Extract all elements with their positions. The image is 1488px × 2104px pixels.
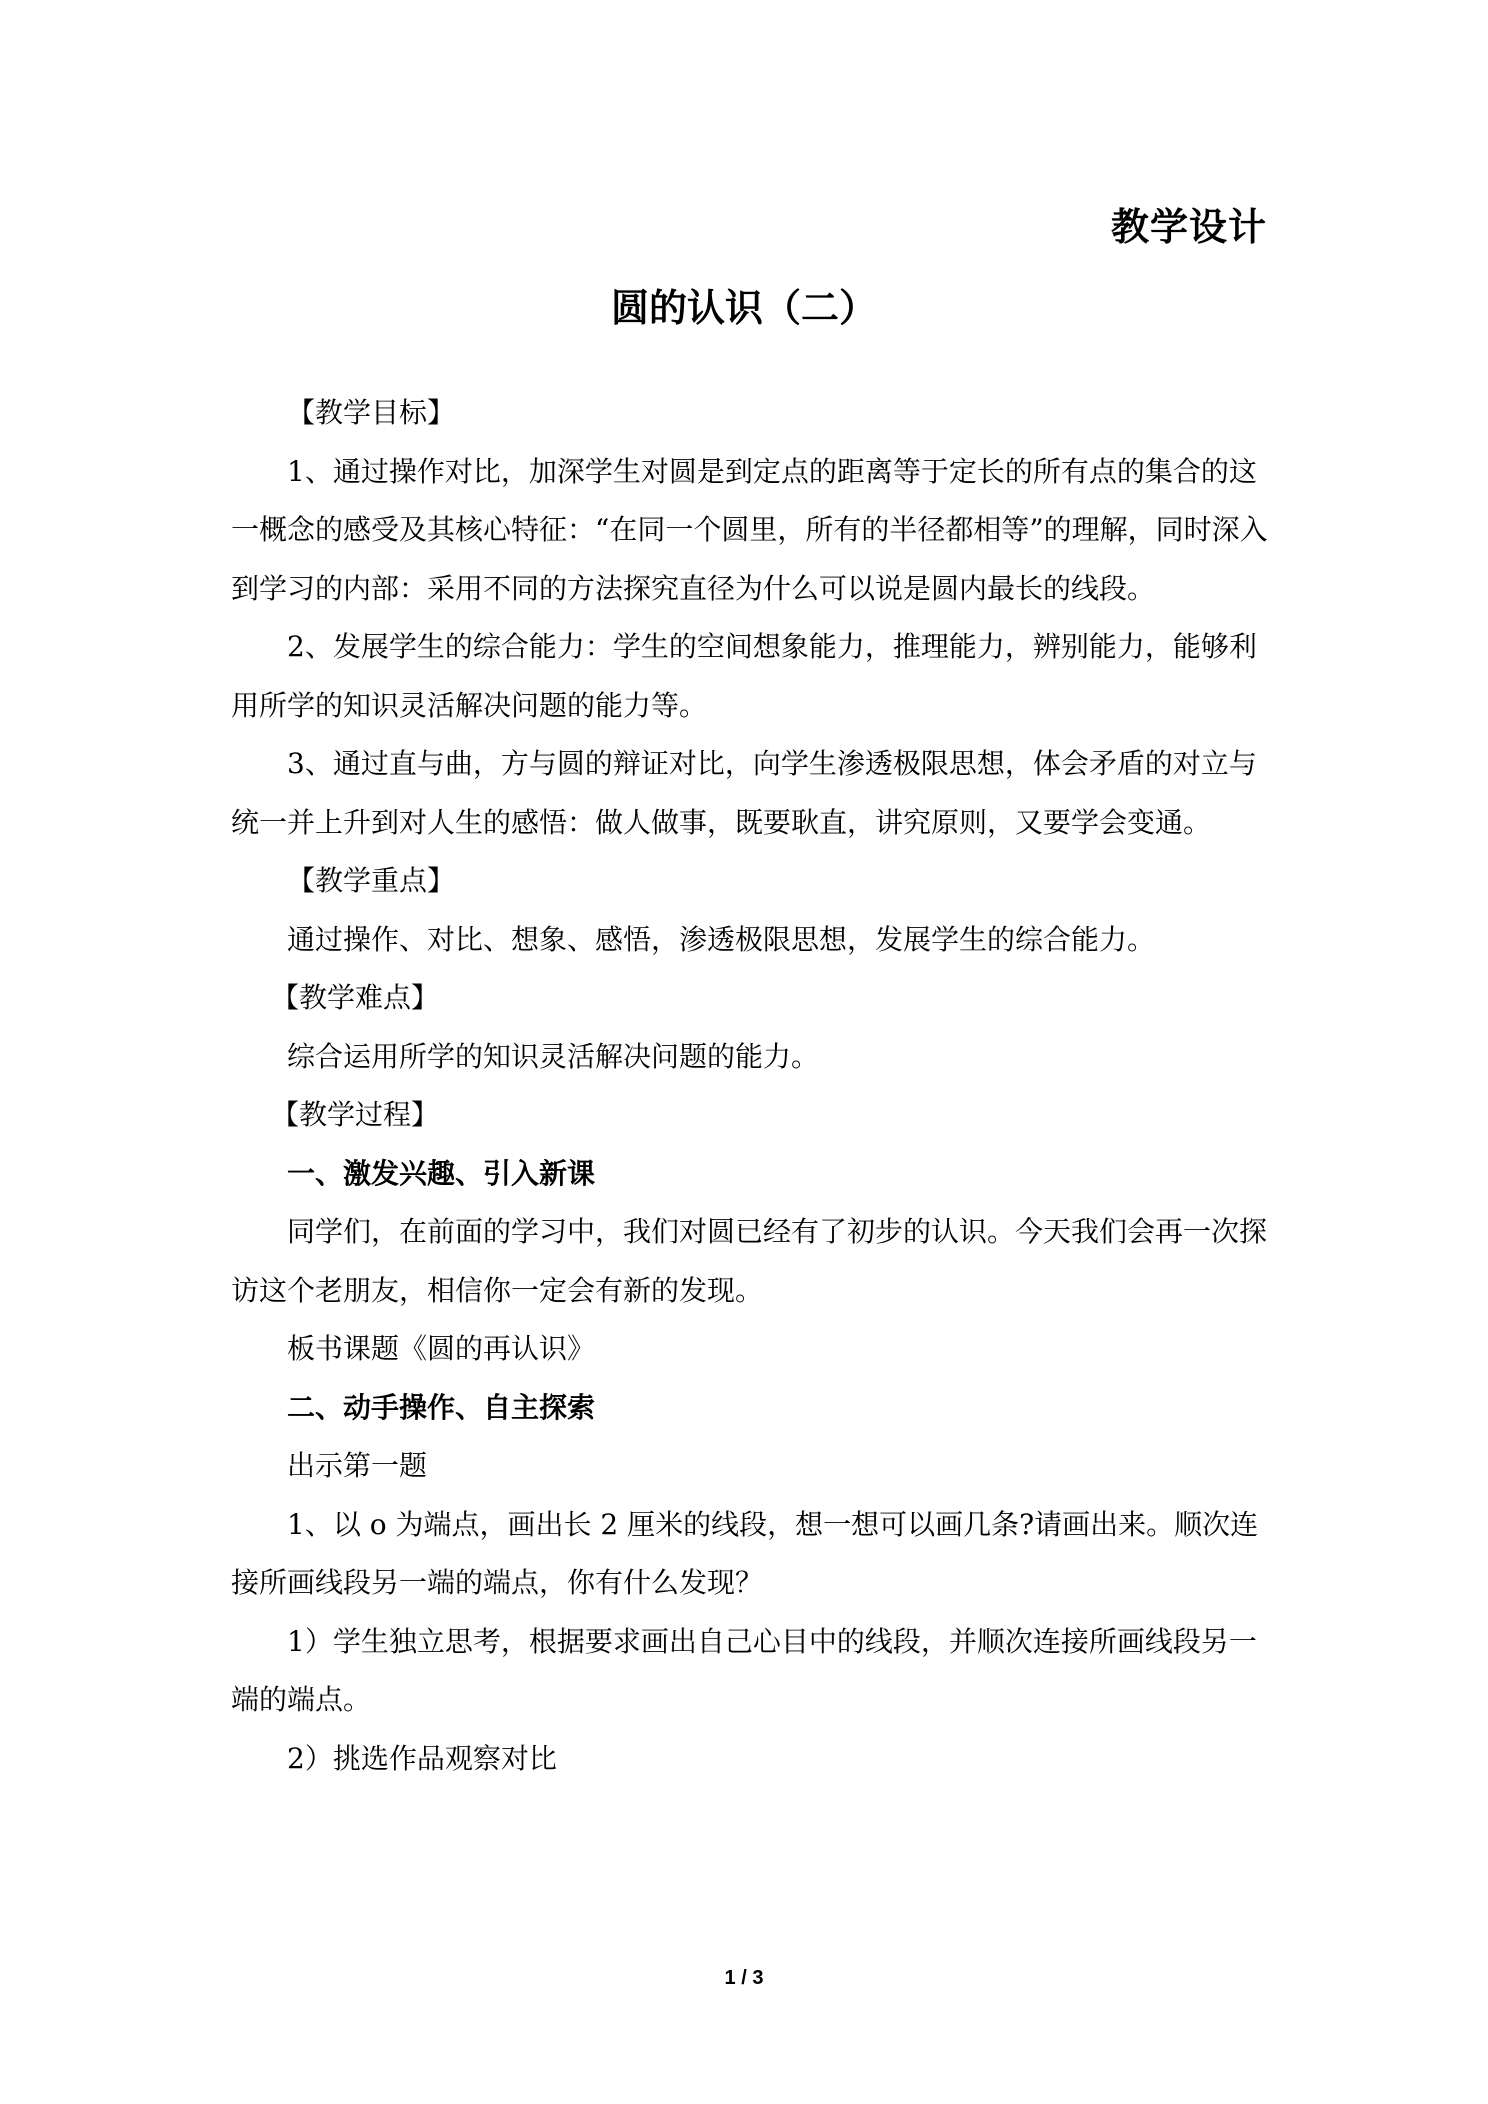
paragraph: 1、以 o 为端点，画出长 2 厘米的线段，想一想可以画几条?请画出来。顺次连接所画线段另一端的端点，你有什么发现？ [231,1507,1259,1599]
paragraph: 2、发展学生的综合能力：学生的空间想象能力，推理能力，辨别能力，能够利用所学的知识灵活解决问题的能力等。 [231,630,1257,722]
doc-header: 教学设计 [1110,205,1267,249]
section-heading: 【教学过程】 [271,1098,440,1131]
paragraph: 1）学生独立思考，根据要求画出自己心目中的线段，并顺次连接所画线段另一端的端点。 [231,1624,1257,1716]
section-heading: 【教学重点】 [287,864,456,897]
doc-body [231,384,1271,1788]
paragraph: 板书课题《圆的再认识》 [287,1332,596,1365]
bold-heading: 二、动手操作、自主探索 [287,1390,596,1424]
bold-heading: 一、激发兴趣、引入新课 [287,1156,596,1190]
section-heading: 【教学难点】 [271,981,440,1014]
paragraph: 1、通过操作对比，加深学生对圆是到定点的距离等于定长的所有点的集合的这一概念的感受及其核心特征：“在同一个圆里，所有的半径都相等”的理解，同时深入到学习的内部：采用不同的方法探究直径为什么可以说是圆内最长的线段。 [231,454,1268,605]
section-heading: 【教学目标】 [287,396,456,429]
doc-title: 圆的认识（二） [610,286,877,330]
paragraph: 出示第一题 [287,1449,428,1482]
paragraph: 同学们，在前面的学习中，我们对圆已经有了初步的认识。今天我们会再一次探访这个老朋友，相信你一定会有新的发现。 [231,1215,1268,1307]
page-number: 1 / 3 [724,1967,764,1989]
paragraph: 3、通过直与曲，方与圆的辩证对比，向学生渗透极限思想，体会矛盾的对立与统一并上升到对人生的感悟：做人做事，既要耿直，讲究原则，又要学会变通。 [231,747,1257,839]
paragraph: 2）挑选作品观察对比 [287,1741,557,1775]
paragraph: 通过操作、对比、想象、感悟，渗透极限思想，发展学生的综合能力。 [287,922,1156,956]
paragraph: 综合运用所学的知识灵活解决问题的能力。 [287,1039,820,1073]
